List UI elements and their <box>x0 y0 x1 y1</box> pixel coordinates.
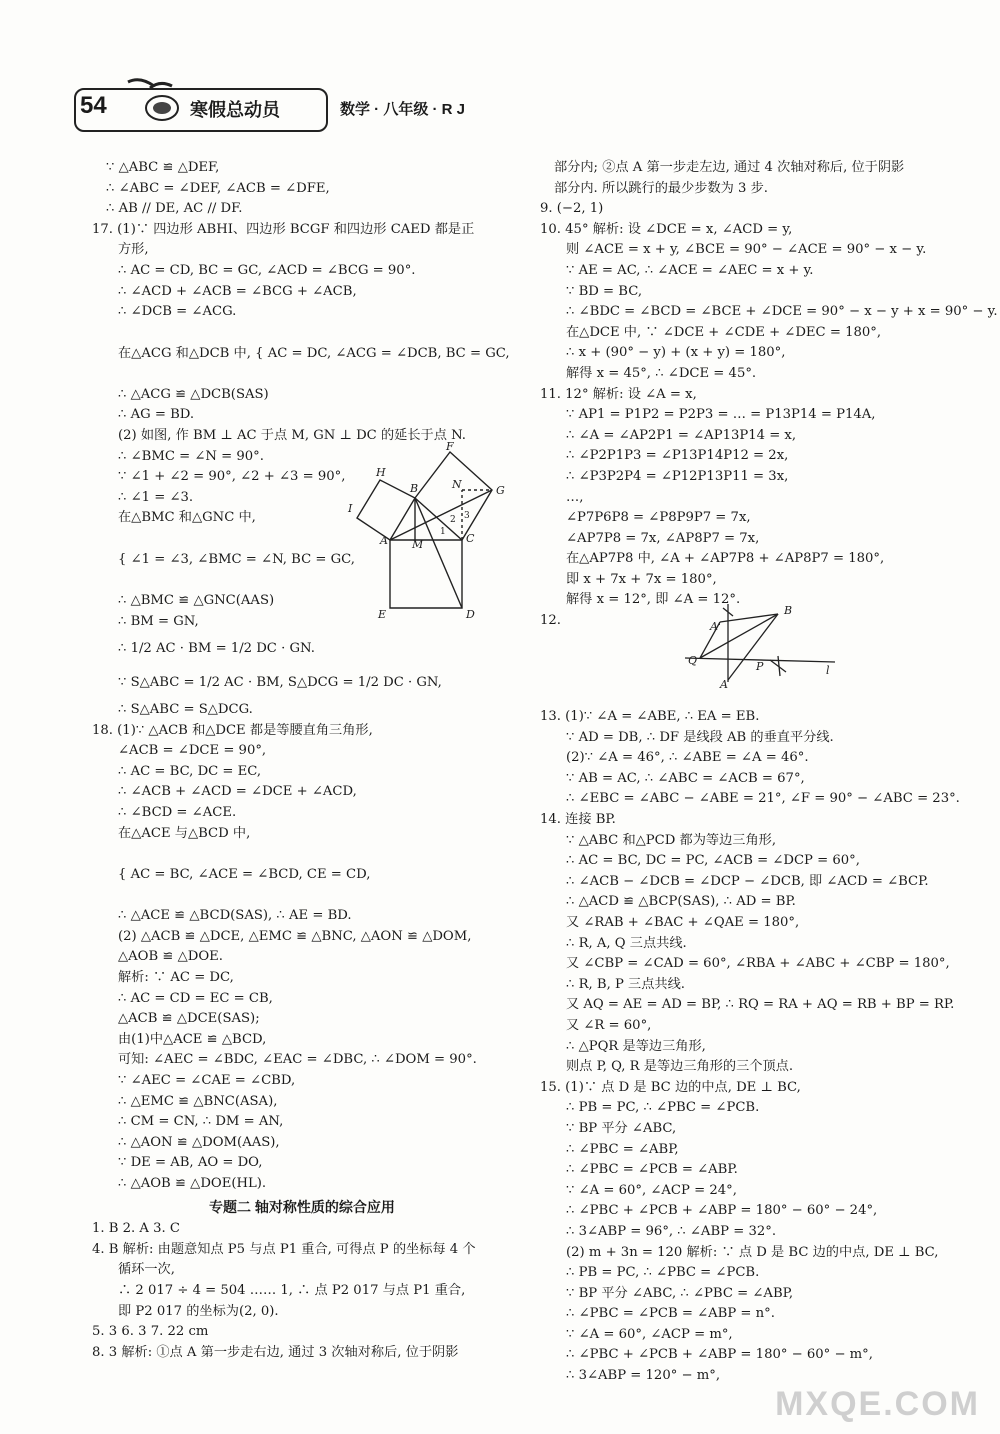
book-title: 寒假总动员 <box>190 100 280 120</box>
watermark-text: MXQE.COM <box>775 1385 980 1423</box>
text-line: 13. (1)∵ ∠A = ∠ABE, ∴ EA = EB. <box>540 709 760 725</box>
text-line: ∴ △BMC ≌ △GNC(AAS) <box>118 592 275 608</box>
text-line: ∴ ∠BCD = ∠ACE. <box>118 805 237 821</box>
text-line: △ACB ≌ △DCE(SAS); <box>118 1011 260 1027</box>
text-line: ∠AP7P8 = 7x, ∠AP8P7 = 7x, <box>566 530 760 546</box>
text-line: 可知: ∠AEC = ∠BDC, ∠EAC = ∠DBC, ∴ ∠DOM = 90°. <box>118 1052 477 1068</box>
text-line: ∴ ∠P3P2P4 = ∠P12P13P11 = 3x, <box>566 468 789 484</box>
text-line: ∴ AC = CD = EC = CB, <box>118 990 273 1006</box>
text-line: △AOB ≌ △DOE. <box>118 949 223 965</box>
text-line: (2)∵ ∠A = 46°, ∴ ∠ABE = ∠A = 46°. <box>566 750 809 766</box>
text-line: ∴ ∠P2P1P3 = ∠P13P14P12 = 2x, <box>566 448 789 464</box>
text-line: ∴ ∠PBC = ∠ABP, <box>566 1141 679 1157</box>
text-line: 10. 45° 解析: 设 ∠DCE = x, ∠ACD = y, <box>540 221 793 237</box>
text-line: (2) 如图, 作 BM ⊥ AC 于点 M, GN ⊥ DC 的延长于点 N. <box>118 427 466 443</box>
text-line: 即 x + 7x + 7x = 180°, <box>566 571 717 587</box>
text-line: ∴ AC = BC, DC = EC, <box>118 763 262 779</box>
text-line: ∴ AC = CD, BC = GC, ∠ACD = ∠BCG = 90°. <box>118 262 416 278</box>
text-line: { AC = BC, ∠ACE = ∠BCD, CE = CD, <box>118 867 371 883</box>
text-line: 即 P2 017 的坐标为(2, 0). <box>118 1303 279 1319</box>
text-line: ∴ R, B, P 三点共线. <box>566 976 685 992</box>
text-line: ∴ CM = CN, ∴ DM = AN, <box>118 1114 284 1130</box>
text-line: ∴ ∠PBC = ∠PCB = ∠ABP. <box>566 1162 738 1178</box>
square-caed <box>390 540 462 608</box>
text-line: ∵ ∠AEC = ∠CAE = ∠CBD, <box>118 1073 296 1088</box>
text-line: …, <box>566 489 584 505</box>
text-line: ∴ x + (90° − y) + (x + y) = 180°, <box>566 345 786 361</box>
text-line: ∴ △AOB ≌ △DOE(HL). <box>118 1175 267 1191</box>
text-line: { ∠1 = ∠3, ∠BMC = ∠N, BC = GC, <box>118 551 355 567</box>
label-m: M <box>412 538 424 551</box>
text-line: 则点 P, Q, R 是等边三角形的三个顶点. <box>566 1059 794 1075</box>
right-column <box>540 158 998 1387</box>
text-line: ∴ 1/2 AC · BM = 1/2 DC · GN. <box>118 641 315 657</box>
text-line: ∵ △ABC ≌ △DEF, <box>106 160 220 175</box>
label-a-prime: A' <box>710 620 721 633</box>
text-line: ∴ △ACE ≌ △BCD(SAS), ∴ AE = BD. <box>118 908 352 924</box>
page-header <box>0 0 1000 150</box>
text-line: ∴ ∠A = ∠AP2P1 = ∠AP13P14 = x, <box>566 427 797 443</box>
label-q: Q <box>688 654 698 667</box>
left-column <box>92 158 512 1363</box>
label-p: P <box>756 660 764 673</box>
text-line: ∵ ∠A = 60°, ∠ACP = m°, <box>566 1326 733 1342</box>
reflection-figure <box>680 600 840 690</box>
text-line: ∵ AD = DB, ∴ DF 是线段 AB 的垂直平分线. <box>566 729 834 745</box>
text-line: ∵ AE = AC, ∴ ∠ACE = ∠AEC = x + y. <box>566 262 814 278</box>
label-b: B <box>410 482 419 495</box>
text-line: 又 ∠R = 60°, <box>566 1017 652 1033</box>
text-line: 在△BMC 和△GNC 中, <box>118 510 256 526</box>
text-line: 则 ∠ACE = x + y, ∠BCE = 90° − ∠ACE = 90° − x − y. <box>566 242 927 258</box>
text-line: ∴ PB = PC, ∴ ∠PBC = ∠PCB. <box>566 1100 760 1116</box>
text-line: ∠P7P6P8 = ∠P8P9P7 = 7x, <box>566 510 751 526</box>
label-angle-1: 1 <box>440 527 446 537</box>
text-line: ∴ △ACD ≌ △BCP(SAS), ∴ AD = BP. <box>566 894 796 910</box>
label-n: N <box>452 478 462 491</box>
mascot-icon <box>110 74 190 130</box>
text-line: 9. (−2, 1) <box>540 201 604 217</box>
text-line: ∴ ∠DCB = ∠ACG. <box>118 304 237 320</box>
text-line: ∵ △ABC 和△PCD 都为等边三角形, <box>566 832 777 848</box>
text-line: (2) △ACB ≌ △DCE, △EMC ≌ △BNC, △AON ≌ △DOM, <box>118 928 472 944</box>
text-line: 循环一次, <box>118 1262 175 1278</box>
text-line: ∴ 3∠ABP = 96°, ∴ ∠ABP = 32°. <box>566 1223 777 1239</box>
text-line: 方形, <box>118 242 149 258</box>
text-line: ∴ △PQR 是等边三角形, <box>566 1038 706 1054</box>
label-angle-3: 3 <box>464 511 470 521</box>
text-line: ∴ △AON ≌ △DOM(AAS), <box>118 1134 280 1150</box>
text-line: ∵ DE = AB, AO = DO, <box>118 1155 263 1171</box>
text-line: 解析: ∵ AC = DC, <box>118 970 234 986</box>
text-line: ∴ S△ABC = S△DCG. <box>118 702 253 718</box>
text-line: ∴ ∠PBC + ∠PCB + ∠ABP = 180° − 60° − m°, <box>566 1347 873 1363</box>
text-line: 5. 3 6. 3 7. 22 cm <box>92 1324 209 1340</box>
text-line: ∴ AG = BD. <box>118 407 195 423</box>
label-i: I <box>348 502 353 515</box>
text-line: 解得 x = 12°, 即 ∠A = 12°. <box>566 592 741 608</box>
label-angle-2: 2 <box>450 515 456 525</box>
text-line: 在△AP7P8 中, ∠A + ∠AP7P8 + ∠AP8P7 = 180°, <box>566 551 885 567</box>
text-line: ∴ ∠ACD + ∠ACB = ∠BCG + ∠ACB, <box>118 283 357 299</box>
text-line: ∴ ∠1 = ∠3. <box>118 489 194 505</box>
text-line: ∴ BM = GN, <box>118 613 199 629</box>
text-line: ∴ 2 017 ÷ 4 = 504 …… 1, ∴ 点 P2 017 与点 P1 重合, <box>118 1282 466 1298</box>
label-e: E <box>378 608 387 620</box>
text-line: ∠ACB = ∠DCE = 90°, <box>118 743 267 759</box>
text-line: ∴ ∠ACB − ∠DCB = ∠DCP − ∠DCB, 即 ∠ACD = ∠BCP. <box>566 873 929 889</box>
section-title: 专题二 轴对称性质的综合应用 <box>209 1198 395 1215</box>
text-line: 14. 连接 BP. <box>540 812 616 828</box>
text-line: ∴ ∠ABC = ∠DEF, ∠ACB = ∠DFE, <box>106 180 330 196</box>
page-number: 54 <box>80 92 107 119</box>
label-a: A <box>380 534 388 547</box>
text-line: 由(1)中△ACE ≌ △BCD, <box>118 1031 267 1047</box>
label-l: l <box>826 664 830 677</box>
text-line: ∵ AP1 = P1P2 = P2P3 = … = P13P14 = P14A, <box>566 407 876 423</box>
label-a: A <box>720 678 728 690</box>
text-line: 11. 12° 解析: 设 ∠A = x, <box>540 386 697 402</box>
text-line: ∴ ∠PBC = ∠PCB = ∠ABP = n°. <box>566 1306 775 1322</box>
text-line: ∵ AB = AC, ∴ ∠ABC = ∠ACB = 67°, <box>566 770 805 786</box>
label-b: B <box>784 604 793 617</box>
text-line: 又 ∠CBP = ∠CAD = 60°, ∠RBA + ∠ABC + ∠CBP = 180°, <box>566 956 950 972</box>
text-line: ∴ ∠BDC = ∠BCD = ∠BCE + ∠DCE = 90° − x − y + x = 90° − y. <box>566 304 998 320</box>
text-line: ∴ PB = PC, ∴ ∠PBC = ∠PCB. <box>566 1265 760 1281</box>
text-line: 又 ∠RAB + ∠BAC + ∠QAE = 180°, <box>566 915 800 930</box>
squares-figure <box>340 440 520 620</box>
text-line: 8. 3 解析: ①点 A 第一步走右边, 通过 3 次轴对称后, 位于阴影 <box>92 1344 459 1360</box>
text-line: 在△ACG 和△DCB 中, { AC = DC, ∠ACG = ∠DCB, BC = GC, <box>118 345 510 361</box>
text-line: ∴ ∠ACB + ∠ACD = ∠DCE + ∠ACD, <box>118 784 357 800</box>
text-line: ∴ △ACG ≌ △DCB(SAS) <box>118 386 269 402</box>
square-abhi <box>357 480 415 540</box>
text-line: ∵ BP 平分 ∠ABC, ∴ ∠PBC = ∠ABP, <box>566 1285 794 1301</box>
subject-grade: 数学 · 八年级 · R J <box>340 101 466 118</box>
label-f: F <box>446 440 454 453</box>
text-line: ∴ ∠BMC = ∠N = 90°. <box>118 448 264 464</box>
text-line: 15. (1)∵ 点 D 是 BC 边的中点, DE ⊥ BC, <box>540 1079 801 1095</box>
text-line: ∴ △EMC ≌ △BNC(ASA), <box>118 1093 278 1109</box>
text-line: 18. (1)∵ △ACB 和△DCE 都是等腰直角三角形, <box>92 722 373 738</box>
text-line: ∴ 3∠ABP = 120° − m°, <box>566 1368 721 1384</box>
text-line: ∵ ∠A = 60°, ∠ACP = 24°, <box>566 1182 737 1198</box>
text-line: (2) m + 3n = 120 解析: ∵ 点 D 是 BC 边的中点, DE ⊥ BC, <box>566 1244 939 1260</box>
text-line: ∵ ∠1 + ∠2 = 90°, ∠2 + ∠3 = 90°, <box>118 469 346 485</box>
text-line: ∴ R, A, Q 三点共线. <box>566 935 687 951</box>
text-line: 在△ACE 与△BCD 中, <box>118 825 251 841</box>
label-c: C <box>466 532 475 545</box>
text-line: 部分内; ②点 A 第一步走左边, 通过 4 次轴对称后, 位于阴影 <box>554 160 905 175</box>
label-h: H <box>376 466 386 479</box>
text-line: 又 AQ = AE = AD = BP, ∴ RQ = RA + AQ = RB + BP = RP. <box>566 997 955 1013</box>
text-line: 12. <box>540 613 561 629</box>
text-line: 1. B 2. A 3. C <box>92 1221 181 1237</box>
text-line: ∴ ∠EBC = ∠ABC − ∠ABE = 21°, ∠F = 90° − ∠ABC = 23°. <box>566 791 960 807</box>
text-line: ∴ AB // DE, AC // DF. <box>106 201 243 217</box>
text-line: 在△DCE 中, ∵ ∠DCE + ∠CDE + ∠DEC = 180°, <box>566 324 882 340</box>
text-line: ∴ AC = BC, DC = PC, ∠ACB = ∠DCP = 60°, <box>566 853 860 869</box>
text-line: ∵ BD = BC, <box>566 283 643 299</box>
text-line: ∴ ∠PBC + ∠PCB + ∠ABP = 180° − 60° − 24°, <box>566 1203 878 1219</box>
text-line: 4. B 解析: 由题意知点 P5 与点 P1 重合, 可得点 P 的坐标每 4 个 <box>92 1241 476 1257</box>
text-line: 解得 x = 45°, ∴ ∠DCE = 45°. <box>566 365 757 381</box>
text-line: ∵ S△ABC = 1/2 AC · BM, S△DCG = 1/2 DC · GN, <box>118 675 442 691</box>
label-g: G <box>496 484 505 497</box>
text-line: ∵ BP 平分 ∠ABC, <box>566 1120 677 1136</box>
text-line: 部分内. 所以跳行的最少步数为 3 步. <box>554 180 768 196</box>
text-line: 17. (1)∵ 四边形 ABHI、四边形 BCGF 和四边形 CAED 都是正 <box>92 221 475 237</box>
label-d: D <box>466 608 475 620</box>
